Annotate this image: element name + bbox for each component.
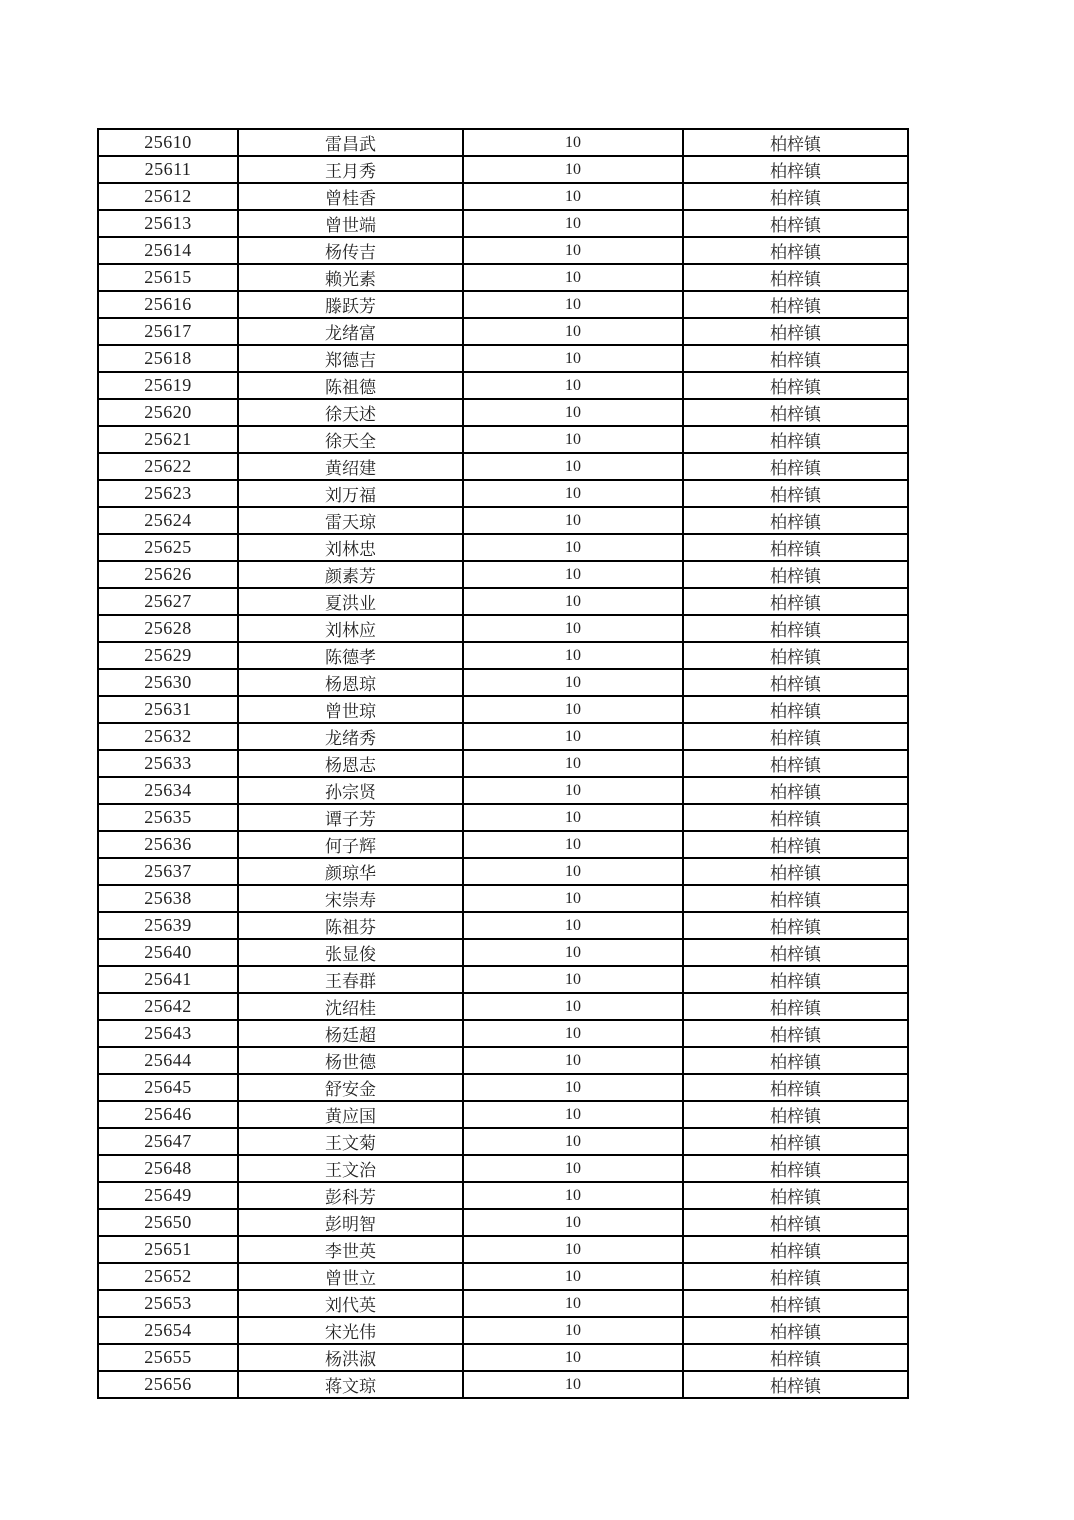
cell-name: 王文治: [238, 1155, 463, 1182]
table-row: [98, 345, 908, 372]
cell-name: 谭子芳: [238, 804, 463, 831]
table-row: [98, 372, 908, 399]
cell-serial: 25650: [98, 1209, 238, 1236]
cell-serial: 25628: [98, 615, 238, 642]
cell-serial: 25643: [98, 1020, 238, 1047]
cell-town: 柏梓镇: [683, 912, 908, 939]
cell-amount: 10: [463, 264, 683, 291]
cell-serial: 25632: [98, 723, 238, 750]
table-row: [98, 1047, 908, 1074]
table-row: [98, 480, 908, 507]
cell-name: 杨恩琼: [238, 669, 463, 696]
table-row: [98, 426, 908, 453]
cell-amount: 10: [463, 426, 683, 453]
cell-serial: 25619: [98, 372, 238, 399]
table-row: [98, 129, 908, 156]
cell-amount: 10: [463, 318, 683, 345]
table-row: [98, 885, 908, 912]
cell-amount: 10: [463, 858, 683, 885]
cell-serial: 25634: [98, 777, 238, 804]
cell-serial: 25649: [98, 1182, 238, 1209]
cell-serial: 25645: [98, 1074, 238, 1101]
cell-amount: 10: [463, 669, 683, 696]
cell-amount: 10: [463, 993, 683, 1020]
table-row: [98, 1317, 908, 1344]
cell-town: 柏梓镇: [683, 750, 908, 777]
cell-name: 沈绍桂: [238, 993, 463, 1020]
cell-amount: 10: [463, 804, 683, 831]
table-body: [98, 129, 908, 1398]
cell-amount: 10: [463, 966, 683, 993]
cell-serial: 25647: [98, 1128, 238, 1155]
cell-amount: 10: [463, 1290, 683, 1317]
cell-serial: 25612: [98, 183, 238, 210]
cell-name: 夏洪业: [238, 588, 463, 615]
cell-name: 蒋文琼: [238, 1371, 463, 1398]
cell-serial: 25613: [98, 210, 238, 237]
cell-serial: 25636: [98, 831, 238, 858]
cell-town: 柏梓镇: [683, 1101, 908, 1128]
cell-name: 杨廷超: [238, 1020, 463, 1047]
cell-name: 郑德吉: [238, 345, 463, 372]
cell-town: 柏梓镇: [683, 588, 908, 615]
cell-amount: 10: [463, 345, 683, 372]
table-row: [98, 237, 908, 264]
cell-name: 张显俊: [238, 939, 463, 966]
cell-town: 柏梓镇: [683, 318, 908, 345]
cell-town: 柏梓镇: [683, 831, 908, 858]
cell-town: 柏梓镇: [683, 966, 908, 993]
cell-serial: 25621: [98, 426, 238, 453]
cell-amount: 10: [463, 1263, 683, 1290]
cell-town: 柏梓镇: [683, 210, 908, 237]
cell-amount: 10: [463, 129, 683, 156]
cell-amount: 10: [463, 561, 683, 588]
cell-amount: 10: [463, 777, 683, 804]
cell-town: 柏梓镇: [683, 291, 908, 318]
cell-town: 柏梓镇: [683, 372, 908, 399]
cell-town: 柏梓镇: [683, 507, 908, 534]
cell-town: 柏梓镇: [683, 1182, 908, 1209]
table-row: [98, 669, 908, 696]
cell-amount: 10: [463, 372, 683, 399]
cell-name: 杨洪淑: [238, 1344, 463, 1371]
cell-name: 雷昌武: [238, 129, 463, 156]
cell-serial: 25656: [98, 1371, 238, 1398]
cell-serial: 25616: [98, 291, 238, 318]
cell-amount: 10: [463, 831, 683, 858]
cell-town: 柏梓镇: [683, 1047, 908, 1074]
table-row: [98, 1020, 908, 1047]
cell-serial: 25617: [98, 318, 238, 345]
cell-name: 曾世端: [238, 210, 463, 237]
cell-name: 曾世琼: [238, 696, 463, 723]
cell-name: 陈祖芬: [238, 912, 463, 939]
cell-name: 刘万福: [238, 480, 463, 507]
cell-name: 李世英: [238, 1236, 463, 1263]
table-row: [98, 993, 908, 1020]
cell-name: 刘林忠: [238, 534, 463, 561]
cell-name: 黄绍建: [238, 453, 463, 480]
cell-town: 柏梓镇: [683, 129, 908, 156]
cell-name: 杨世德: [238, 1047, 463, 1074]
cell-name: 陈德孝: [238, 642, 463, 669]
cell-town: 柏梓镇: [683, 642, 908, 669]
cell-name: 曾世立: [238, 1263, 463, 1290]
table-row: [98, 291, 908, 318]
cell-name: 彭明智: [238, 1209, 463, 1236]
cell-amount: 10: [463, 156, 683, 183]
cell-serial: 25610: [98, 129, 238, 156]
cell-town: 柏梓镇: [683, 1344, 908, 1371]
table-row: [98, 1128, 908, 1155]
cell-name: 徐天述: [238, 399, 463, 426]
table-row: [98, 642, 908, 669]
table-row: [98, 534, 908, 561]
cell-town: 柏梓镇: [683, 426, 908, 453]
cell-town: 柏梓镇: [683, 1371, 908, 1398]
table-row: [98, 723, 908, 750]
cell-town: 柏梓镇: [683, 264, 908, 291]
table-row: [98, 318, 908, 345]
cell-serial: 25644: [98, 1047, 238, 1074]
table-row: [98, 507, 908, 534]
cell-amount: 10: [463, 507, 683, 534]
cell-serial: 25646: [98, 1101, 238, 1128]
cell-town: 柏梓镇: [683, 1317, 908, 1344]
table-row: [98, 264, 908, 291]
cell-name: 龙绪秀: [238, 723, 463, 750]
cell-serial: 25648: [98, 1155, 238, 1182]
table-row: [98, 210, 908, 237]
cell-serial: 25651: [98, 1236, 238, 1263]
table-row: [98, 1371, 908, 1398]
cell-serial: 25626: [98, 561, 238, 588]
cell-name: 龙绪富: [238, 318, 463, 345]
cell-amount: 10: [463, 750, 683, 777]
cell-serial: 25633: [98, 750, 238, 777]
cell-amount: 10: [463, 1047, 683, 1074]
cell-name: 宋光伟: [238, 1317, 463, 1344]
cell-amount: 10: [463, 615, 683, 642]
cell-name: 曾桂香: [238, 183, 463, 210]
cell-amount: 10: [463, 1371, 683, 1398]
cell-town: 柏梓镇: [683, 615, 908, 642]
cell-town: 柏梓镇: [683, 453, 908, 480]
cell-name: 王月秀: [238, 156, 463, 183]
cell-name: 王文菊: [238, 1128, 463, 1155]
table-row: [98, 1290, 908, 1317]
cell-serial: 25627: [98, 588, 238, 615]
cell-amount: 10: [463, 939, 683, 966]
cell-serial: 25655: [98, 1344, 238, 1371]
table-row: [98, 858, 908, 885]
table-row: [98, 939, 908, 966]
cell-town: 柏梓镇: [683, 885, 908, 912]
cell-amount: 10: [463, 480, 683, 507]
cell-serial: 25642: [98, 993, 238, 1020]
cell-town: 柏梓镇: [683, 1236, 908, 1263]
cell-town: 柏梓镇: [683, 939, 908, 966]
cell-name: 杨传吉: [238, 237, 463, 264]
cell-amount: 10: [463, 696, 683, 723]
cell-name: 宋崇寿: [238, 885, 463, 912]
cell-amount: 10: [463, 642, 683, 669]
cell-name: 刘林应: [238, 615, 463, 642]
cell-town: 柏梓镇: [683, 993, 908, 1020]
table-row: [98, 561, 908, 588]
table-row: [98, 1155, 908, 1182]
cell-amount: 10: [463, 183, 683, 210]
cell-serial: 25654: [98, 1317, 238, 1344]
cell-serial: 25652: [98, 1263, 238, 1290]
table-row: [98, 966, 908, 993]
cell-amount: 10: [463, 1209, 683, 1236]
table-row: [98, 615, 908, 642]
cell-serial: 25615: [98, 264, 238, 291]
cell-name: 滕跃芳: [238, 291, 463, 318]
table-row: [98, 588, 908, 615]
cell-town: 柏梓镇: [683, 1128, 908, 1155]
cell-serial: 25653: [98, 1290, 238, 1317]
cell-amount: 10: [463, 1155, 683, 1182]
cell-serial: 25629: [98, 642, 238, 669]
table-row: [98, 453, 908, 480]
cell-name: 颜素芳: [238, 561, 463, 588]
cell-amount: 10: [463, 1101, 683, 1128]
cell-serial: 25637: [98, 858, 238, 885]
cell-name: 赖光素: [238, 264, 463, 291]
cell-amount: 10: [463, 1074, 683, 1101]
table-row: [98, 804, 908, 831]
cell-town: 柏梓镇: [683, 1290, 908, 1317]
cell-town: 柏梓镇: [683, 345, 908, 372]
cell-town: 柏梓镇: [683, 723, 908, 750]
cell-amount: 10: [463, 399, 683, 426]
cell-serial: 25618: [98, 345, 238, 372]
cell-name: 何子辉: [238, 831, 463, 858]
cell-name: 徐天全: [238, 426, 463, 453]
cell-name: 孙宗贤: [238, 777, 463, 804]
cell-amount: 10: [463, 1317, 683, 1344]
cell-serial: 25630: [98, 669, 238, 696]
cell-serial: 25614: [98, 237, 238, 264]
table-row: [98, 1263, 908, 1290]
cell-name: 陈祖德: [238, 372, 463, 399]
cell-serial: 25625: [98, 534, 238, 561]
cell-amount: 10: [463, 912, 683, 939]
cell-town: 柏梓镇: [683, 858, 908, 885]
cell-town: 柏梓镇: [683, 1263, 908, 1290]
table-row: [98, 1236, 908, 1263]
table-row: [98, 912, 908, 939]
cell-town: 柏梓镇: [683, 183, 908, 210]
cell-serial: 25638: [98, 885, 238, 912]
cell-amount: 10: [463, 237, 683, 264]
cell-amount: 10: [463, 1020, 683, 1047]
cell-town: 柏梓镇: [683, 534, 908, 561]
cell-amount: 10: [463, 1236, 683, 1263]
cell-amount: 10: [463, 210, 683, 237]
cell-name: 舒安金: [238, 1074, 463, 1101]
cell-amount: 10: [463, 588, 683, 615]
cell-serial: 25640: [98, 939, 238, 966]
table-row: [98, 1101, 908, 1128]
cell-town: 柏梓镇: [683, 480, 908, 507]
cell-town: 柏梓镇: [683, 1209, 908, 1236]
cell-town: 柏梓镇: [683, 696, 908, 723]
cell-amount: 10: [463, 723, 683, 750]
cell-town: 柏梓镇: [683, 804, 908, 831]
cell-amount: 10: [463, 1344, 683, 1371]
table-row: [98, 399, 908, 426]
table-row: [98, 1209, 908, 1236]
table-row: [98, 156, 908, 183]
cell-town: 柏梓镇: [683, 399, 908, 426]
cell-town: 柏梓镇: [683, 237, 908, 264]
table-row: [98, 777, 908, 804]
cell-town: 柏梓镇: [683, 1155, 908, 1182]
cell-amount: 10: [463, 1182, 683, 1209]
table-row: [98, 1182, 908, 1209]
cell-amount: 10: [463, 291, 683, 318]
cell-amount: 10: [463, 453, 683, 480]
cell-amount: 10: [463, 885, 683, 912]
cell-serial: 25624: [98, 507, 238, 534]
cell-serial: 25635: [98, 804, 238, 831]
cell-name: 彭科芳: [238, 1182, 463, 1209]
cell-town: 柏梓镇: [683, 1074, 908, 1101]
table-row: [98, 696, 908, 723]
cell-town: 柏梓镇: [683, 669, 908, 696]
cell-town: 柏梓镇: [683, 777, 908, 804]
table-row: [98, 750, 908, 777]
cell-serial: 25622: [98, 453, 238, 480]
cell-name: 杨恩志: [238, 750, 463, 777]
cell-amount: 10: [463, 534, 683, 561]
cell-serial: 25631: [98, 696, 238, 723]
cell-town: 柏梓镇: [683, 1020, 908, 1047]
cell-serial: 25623: [98, 480, 238, 507]
table-row: [98, 1344, 908, 1371]
cell-serial: 25639: [98, 912, 238, 939]
table-row: [98, 831, 908, 858]
cell-name: 黄应国: [238, 1101, 463, 1128]
cell-name: 雷天琼: [238, 507, 463, 534]
records-table: [97, 128, 909, 1399]
cell-name: 王春群: [238, 966, 463, 993]
cell-name: 颜琼华: [238, 858, 463, 885]
cell-serial: 25620: [98, 399, 238, 426]
cell-serial: 25641: [98, 966, 238, 993]
cell-serial: 25611: [98, 156, 238, 183]
cell-town: 柏梓镇: [683, 156, 908, 183]
cell-amount: 10: [463, 1128, 683, 1155]
table-row: [98, 183, 908, 210]
cell-name: 刘代英: [238, 1290, 463, 1317]
cell-town: 柏梓镇: [683, 561, 908, 588]
table-row: [98, 1074, 908, 1101]
